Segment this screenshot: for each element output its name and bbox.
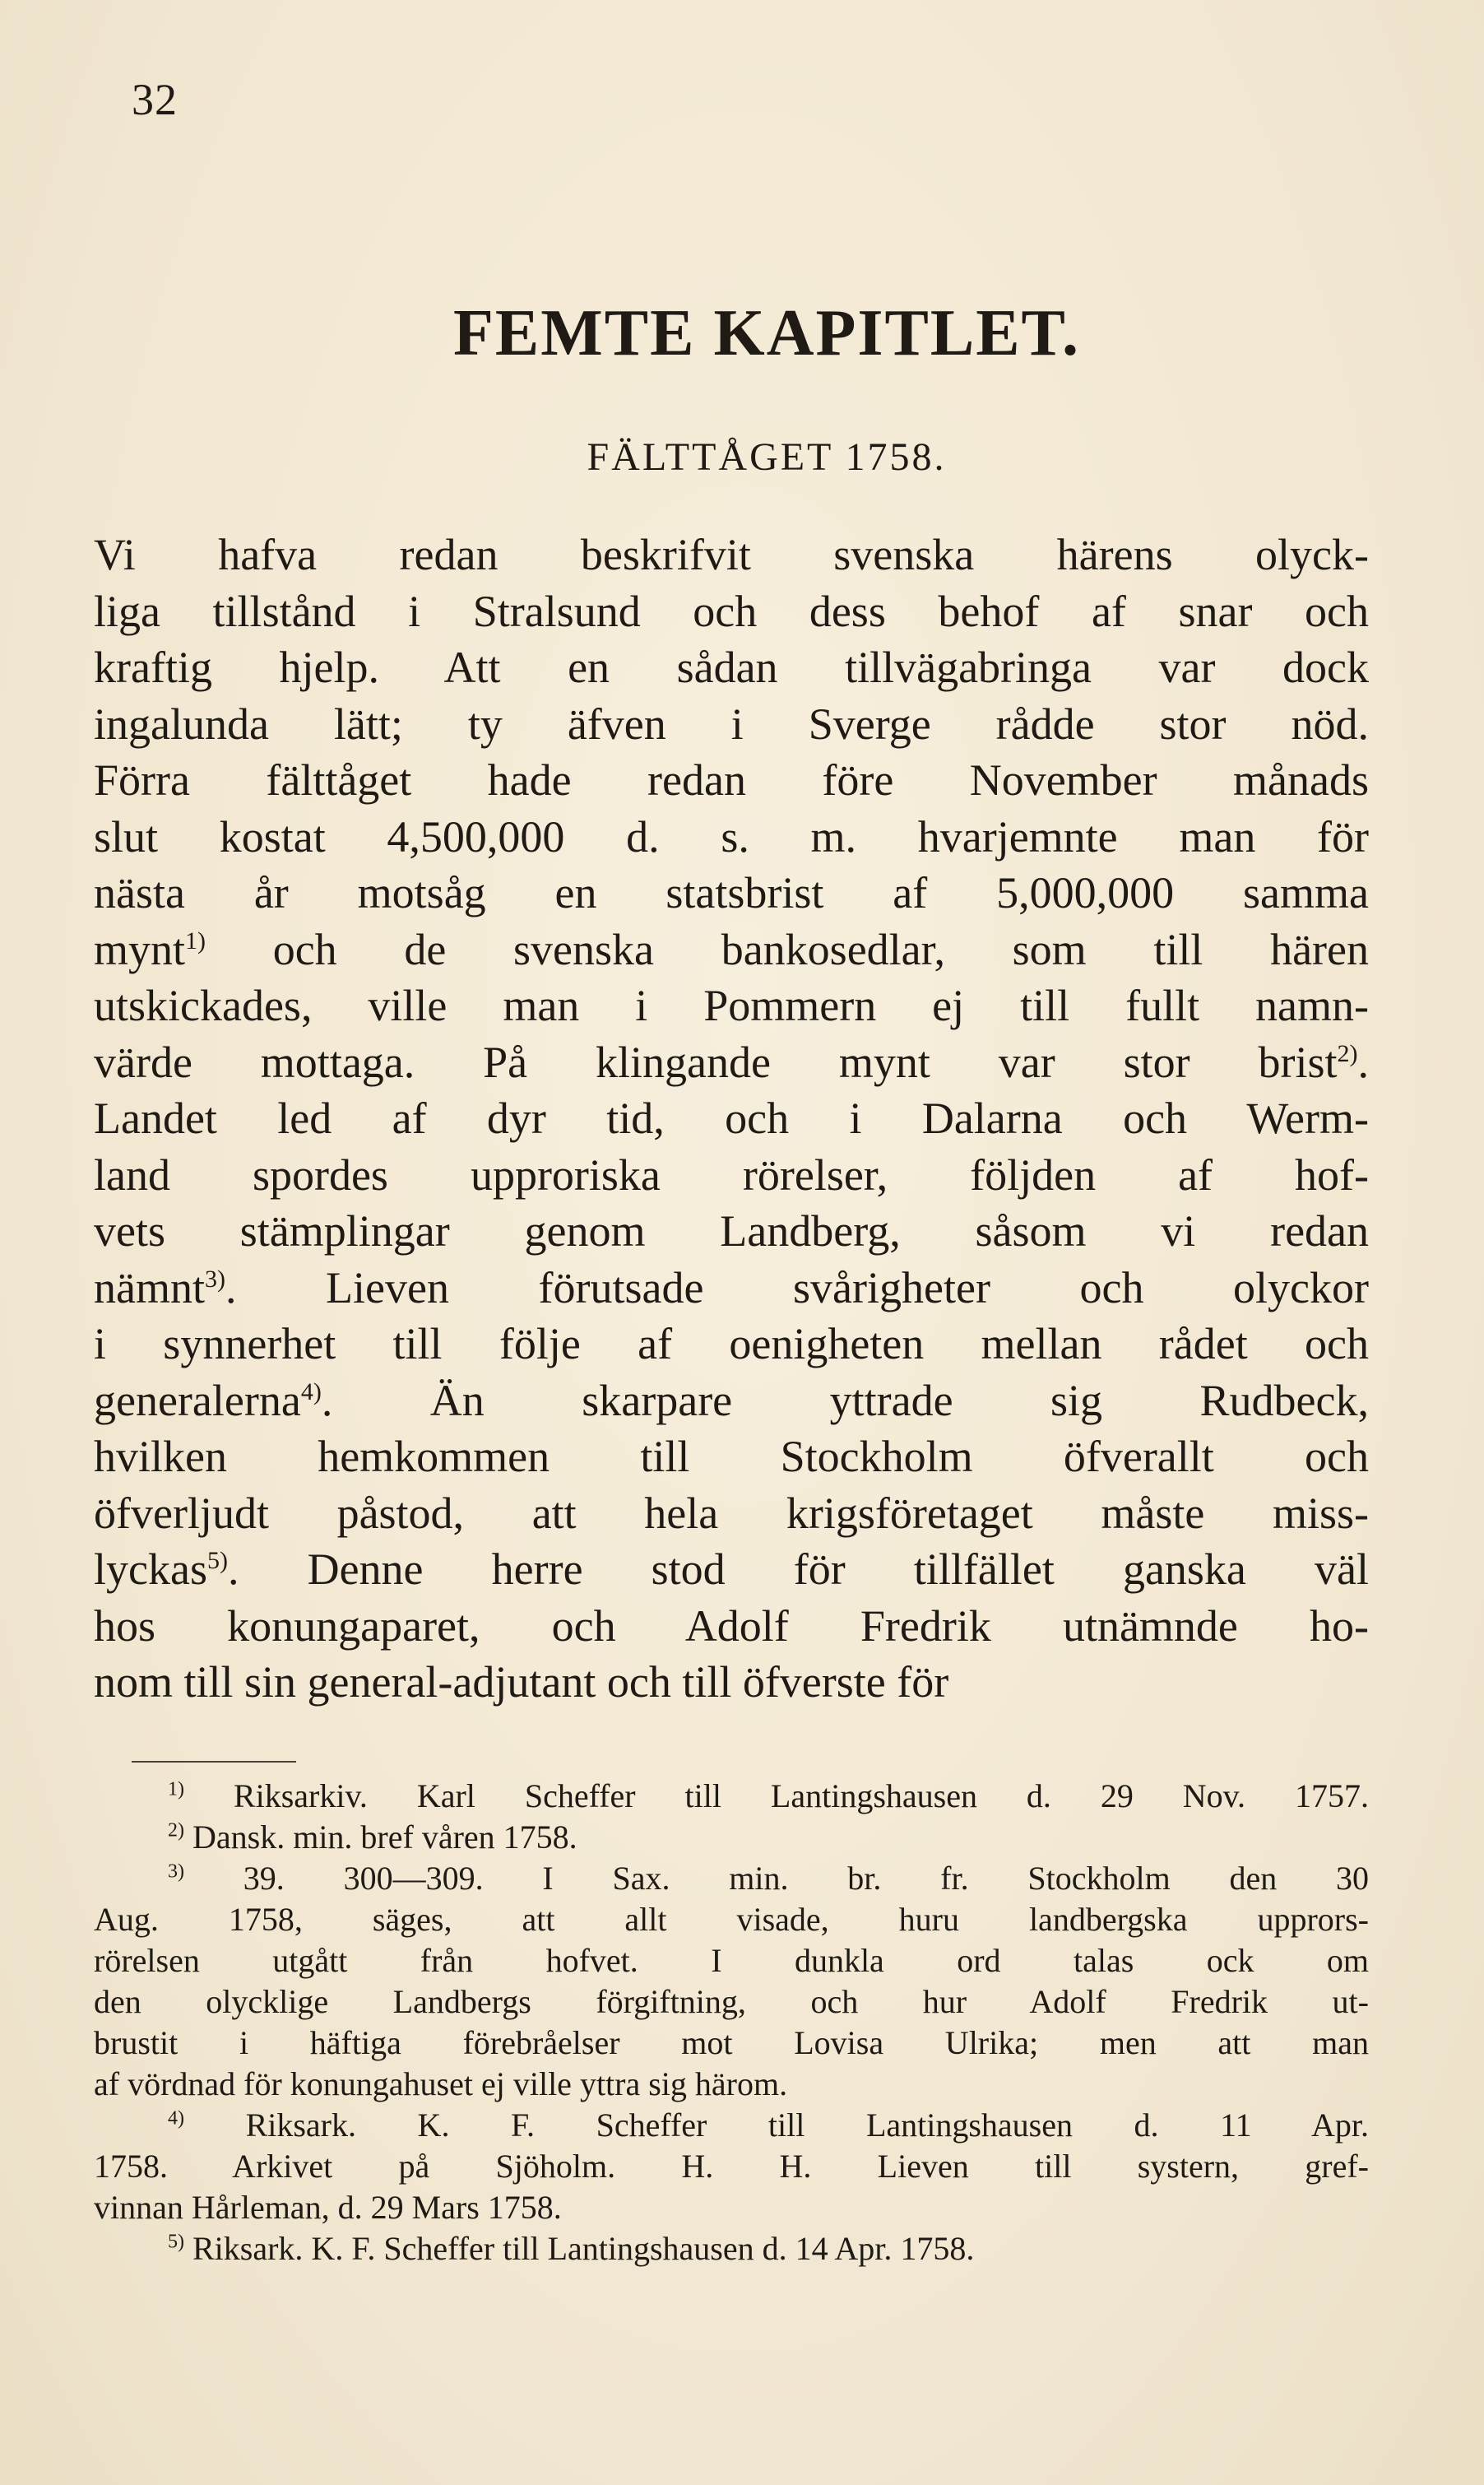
body-line-text: . (1357, 1037, 1369, 1087)
footnote-text: brustit i häftiga förebråelser mot Lovisa Ulrika; men att man (94, 2024, 1369, 2061)
footnote-reference: 1) (185, 927, 206, 955)
footnote-text: Dansk. min. bref våren 1758. (184, 1818, 577, 1856)
footnote-marker: 4) (168, 2107, 184, 2130)
footnote-line (94, 1899, 1369, 1940)
footnote-marker: 5) (168, 2231, 184, 2253)
footnote-text: af vördnad för konungahuset ej ville yttra sig härom. (94, 2065, 788, 2102)
footnote-text: rörelsen utgått från hofvet. I dunkla ord talas ock om (94, 1942, 1369, 1979)
footnote-text: 1758. Arkivet på Sjöholm. H. H. Lieven till systern, gref- (94, 2148, 1369, 2185)
body-line: land spordes upproriska rörelser, följden af hof- (94, 1150, 1369, 1200)
body-line: i synnerhet till följe af oenigheten mellan rådet och (94, 1319, 1369, 1368)
chapter-title: FEMTE KAPITLET. (453, 297, 1080, 369)
body-line-text: nämnt (94, 1262, 205, 1312)
footnote-reference: 4) (300, 1377, 322, 1405)
body-line-text: lyckas (94, 1544, 207, 1594)
body-line: slut kostat 4,500,000 d. s. m. hvarjemnte man för (94, 811, 1369, 862)
body-line-text: värde mottaga. På klingande mynt var stor brist (94, 1037, 1338, 1087)
body-line (94, 922, 1369, 978)
footnote-line (94, 1776, 1369, 1817)
footnote-reference: 5) (206, 1547, 228, 1574)
body-line (94, 1541, 1369, 1598)
footnote-line (94, 1940, 1369, 1981)
footnote-reference: 3) (204, 1265, 225, 1293)
body-line-text: . Denne herre stod för tillfället ganska väl (227, 1544, 1369, 1594)
body-line: Landet led af dyr tid, och i Dalarna och Werm- (94, 1094, 1369, 1143)
body-line: hvilken hemkommen till Stockholm öfverallt och (94, 1432, 1369, 1481)
footnotes (94, 1776, 1369, 2269)
footnote-divider (132, 1761, 296, 1763)
footnote-line (94, 1858, 1369, 1899)
footnote-line (94, 2023, 1369, 2064)
section-title: FÄLTTÅGET 1758. (587, 435, 947, 479)
footnote-text: Riksark. K. F. Scheffer till Lantingshausen d. 14 Apr. 1758. (184, 2230, 975, 2267)
footnote-text: vinnan Hårleman, d. 29 Mars 1758. (94, 2189, 562, 2226)
footnote-line (94, 1817, 1369, 1858)
body-line: ingalunda lätt; ty äfven i Sverge rådde stor nöd. (94, 699, 1369, 749)
footnote-marker: 3) (168, 1860, 184, 1883)
body-line: nästa år motsåg en statsbrist af 5,000,000 samma (94, 868, 1369, 917)
footnote-reference: 2) (1337, 1039, 1358, 1067)
footnote-text: Riksarkiv. Karl Scheffer till Lantingshausen d. 29 Nov. 1757. (184, 1777, 1369, 1814)
body-line-text: och de svenska bankosedlar, som till hären (206, 924, 1369, 974)
body-line-text: . Än skarpare yttrade sig Rudbeck, (321, 1375, 1369, 1425)
footnote-text: den olycklige Landbergs förgiftning, och hur Adolf Fredrik ut- (94, 1983, 1369, 2020)
body-line: vets stämplingar genom Landberg, såsom vi redan (94, 1206, 1369, 1256)
body-line: nom till sin general-adjutant och till öfverste för (94, 1657, 949, 1707)
footnote-line (94, 1981, 1369, 2023)
footnote-text: Riksark. K. F. Scheffer till Lantingshausen d. 11 Apr. (184, 2106, 1369, 2144)
footnote-marker: 1) (168, 1778, 184, 1800)
body-line (94, 1260, 1369, 1317)
page-number: 32 (132, 75, 178, 124)
body-line-text: mynt (94, 924, 186, 974)
body-line: utskickades, ville man i Pommern ej till fullt namn- (94, 981, 1369, 1030)
body-line: Vi hafva redan beskrifvit svenska härens olyck- (94, 530, 1369, 579)
footnote-line (94, 2187, 1369, 2228)
body-line: Förra fälttåget hade redan före November månads (94, 755, 1369, 805)
footnote-line (94, 2105, 1369, 2146)
body-line: hos konungaparet, och Adolf Fredrik utnämnde ho- (94, 1600, 1369, 1651)
body-text (94, 527, 1369, 1711)
footnote-marker: 2) (168, 1819, 184, 1842)
body-line: kraftig hjelp. Att en sådan tillvägabringa var dock (94, 643, 1369, 692)
body-line-text: generalerna (94, 1375, 301, 1425)
body-line-text: . Lieven förutsade svårigheter och olyckor (225, 1262, 1369, 1312)
body-line: liga tillstånd i Stralsund och dess behof af snar och (94, 586, 1369, 636)
footnote-line (94, 2064, 1369, 2105)
body-line (94, 1373, 1369, 1429)
footnote-line (94, 2228, 1369, 2269)
body-line (94, 1034, 1369, 1091)
body-line: öfverljudt påstod, att hela krigsföretaget måste miss- (94, 1488, 1369, 1538)
footnote-line (94, 2146, 1369, 2187)
footnote-text: 39. 300—309. I Sax. min. br. fr. Stockholm den 30 (184, 1860, 1369, 1897)
footnote-text: Aug. 1758, säges, att allt visade, huru landbergska upprors- (94, 1901, 1369, 1938)
